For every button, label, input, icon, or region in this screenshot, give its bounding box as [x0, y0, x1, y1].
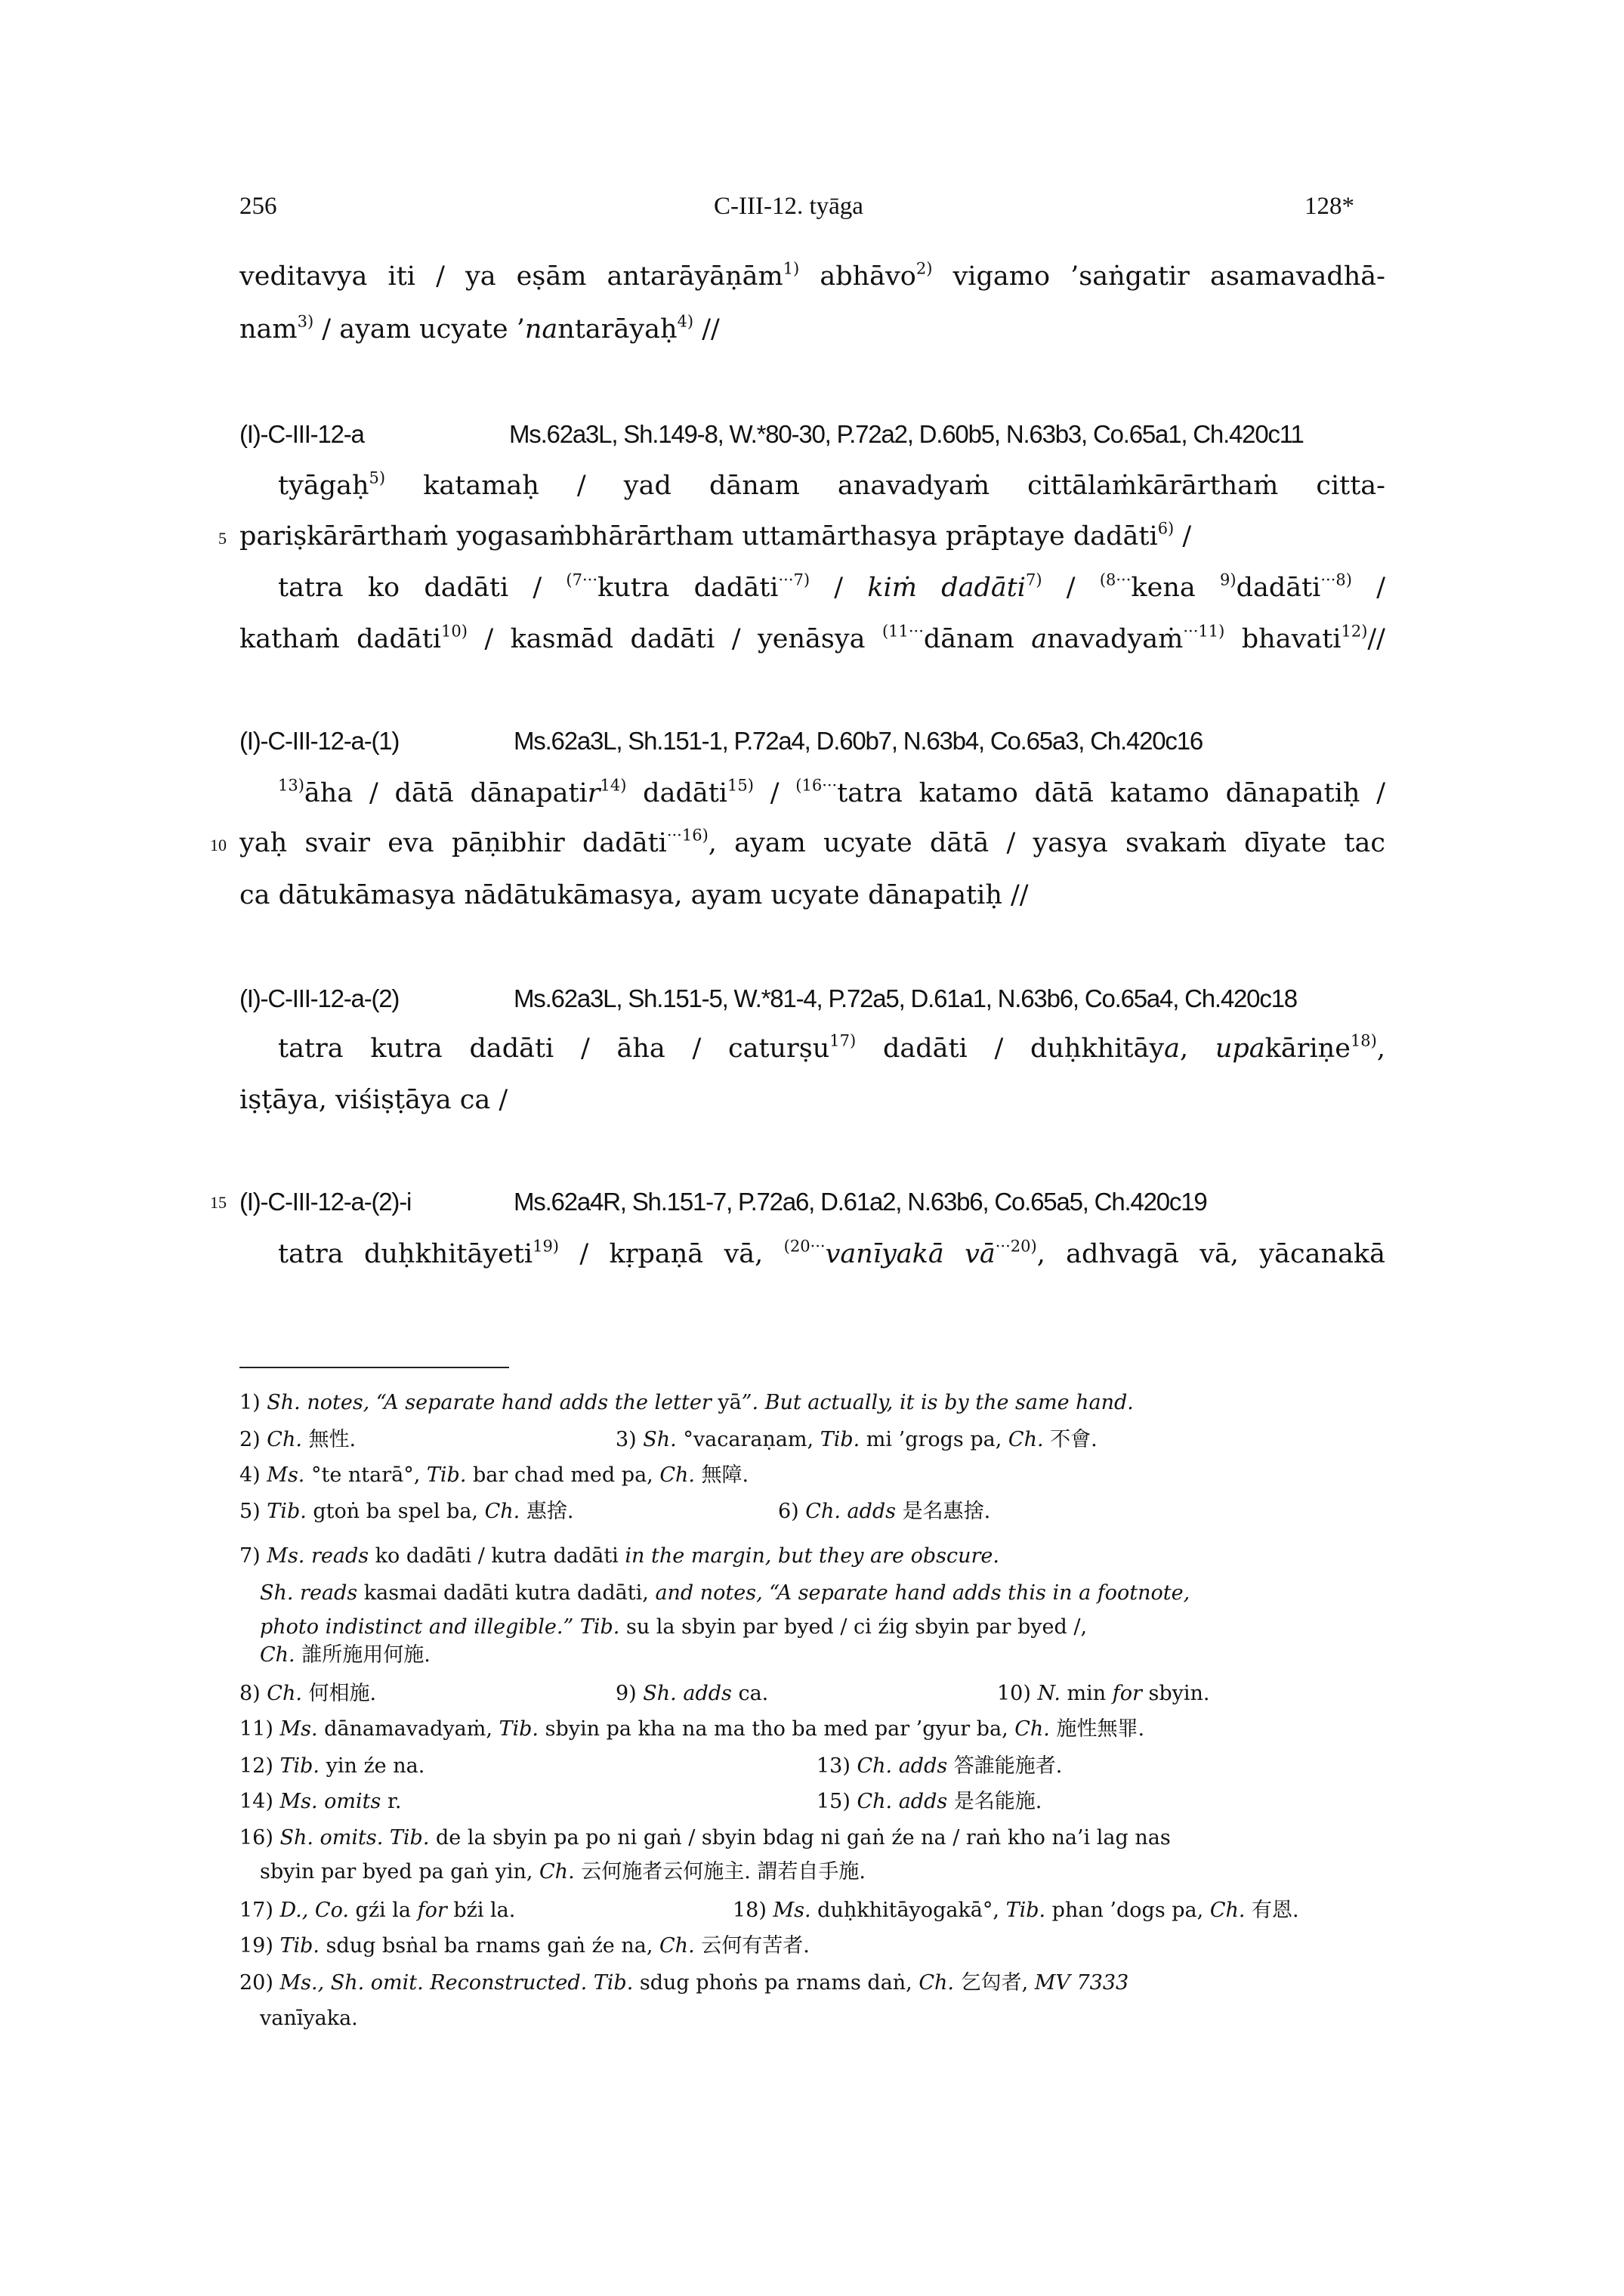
text-run: katamaḥ / yad dānam anavadyaṁ cittālaṁkārārthaṁ citta- [385, 471, 1385, 501]
text-run: 17) [239, 1899, 280, 1922]
text-run: N. [1037, 1682, 1061, 1705]
footnote [239, 1788, 401, 1815]
text-run: and notes, “A separate hand adds this in a footnote, [655, 1581, 1190, 1605]
text-run: 誰所施用何施. [295, 1643, 431, 1667]
text-run: bhavati [1224, 624, 1341, 654]
text-run: Ch. [260, 1643, 295, 1667]
text-run: in the margin, but they are obscure. [625, 1544, 999, 1568]
footnote [239, 1933, 810, 1960]
text-run: dadāti [626, 778, 727, 808]
text-run: Ms. [267, 1463, 305, 1487]
text-run: kathaṁ dadāti [239, 624, 441, 654]
footnote-marker: 9) [1220, 571, 1237, 589]
text-run: tatra kutra dadāti / āha / caturṣu [278, 1034, 830, 1064]
section-references: Ms.62a3L, Sh.151-1, P.72a4, D.60b7, N.63b4, Co.65a3, Ch.420c16 [514, 727, 1203, 755]
footnote-marker: 15) [727, 777, 754, 795]
text-run: 19) [239, 1934, 280, 1958]
footnote-marker: 1) [783, 260, 800, 278]
text-run: a [1164, 1034, 1180, 1064]
footnote [817, 1753, 1062, 1780]
text-run: 無障. [694, 1463, 749, 1487]
text-run: navadyaṁ [1047, 624, 1184, 654]
text-run: dadāti [1236, 573, 1321, 603]
text-run: Ch. [659, 1463, 695, 1487]
footnote [239, 1543, 999, 1570]
text-line [239, 260, 1385, 293]
footnote-marker: ···11) [1183, 623, 1225, 641]
text-run: yin źe na. [320, 1754, 425, 1778]
text-run: upa [1215, 1034, 1265, 1064]
text-line [278, 1238, 1385, 1271]
footnote-marker: ···8) [1320, 571, 1352, 589]
footnote [239, 1680, 376, 1707]
text-run: Sh. [643, 1428, 677, 1451]
text-run: Tib. [426, 1463, 467, 1487]
page-number-right: 128* [1304, 193, 1354, 220]
footnote [260, 1642, 431, 1669]
text-run: 何相施. [301, 1682, 377, 1705]
text-run: āha / dātā dānapati [304, 778, 588, 808]
text-run: / [753, 778, 796, 808]
text-run: vigamo ’saṅgatir asamavadhā- [932, 261, 1385, 292]
page-number-left: 256 [239, 193, 277, 220]
text-run: 云何有苦者. [694, 1934, 810, 1958]
text-run: // [693, 314, 720, 345]
footnote-marker: 3) [297, 312, 314, 331]
text-run: tatra duḥkhitāyeti [278, 1239, 533, 1269]
text-run: 7) [239, 1544, 267, 1568]
footnote [733, 1897, 1299, 1924]
text-run: 有恩. [1245, 1899, 1299, 1922]
text-line [239, 313, 720, 346]
footnote-marker: (11··· [881, 623, 924, 641]
text-run: Tib. [1005, 1899, 1046, 1922]
text-run: Tib. [267, 1500, 307, 1523]
text-run: Ch. [1014, 1717, 1050, 1741]
text-run: 2) [239, 1428, 267, 1451]
text-run: kiṁ dadāti [867, 573, 1026, 603]
text-run: Ch. [267, 1428, 302, 1451]
text-run: mi ’grogs pa, [860, 1428, 1008, 1451]
text-run: Ch. [1209, 1899, 1246, 1922]
footnote [616, 1680, 768, 1707]
text-run: Sh. adds [643, 1682, 732, 1705]
text-run: Sh. notes, “A separate hand adds the letter [267, 1391, 718, 1414]
text-line [239, 520, 1191, 553]
text-run: sdug bsṅal ba rnams gaṅ źe na, [320, 1934, 660, 1958]
footnote-marker: 14) [600, 777, 627, 795]
footnote-marker: ···20) [995, 1238, 1037, 1256]
text-run: a [1031, 624, 1048, 654]
text-run: Tib. [499, 1717, 539, 1741]
text-run: 是名能施. [947, 1790, 1042, 1813]
text-run: ”. But actually, it is by the same hand. [741, 1391, 1134, 1414]
section-references: Ms.62a3L, Sh.151-5, W.*81-4, P.72a5, D.61a1, N.63b6, Co.65a4, Ch.420c18 [514, 984, 1297, 1012]
text-run: for [1112, 1682, 1142, 1705]
text-run: kutra dadāti [597, 573, 779, 603]
text-run: Ch. [267, 1682, 302, 1705]
section-label: (I)-C-III-12-a-(2)-i [239, 1188, 412, 1216]
footnote-marker: 4) [677, 312, 694, 331]
text-run: sbyin. [1141, 1682, 1210, 1705]
text-run: 1) [239, 1391, 267, 1414]
text-run: 12) [239, 1754, 280, 1778]
footnote [239, 1970, 1128, 1997]
text-run: Ch. [484, 1500, 520, 1523]
text-run: // [1367, 624, 1385, 654]
text-run: tatra katamo dātā katamo dānapatiḥ / [837, 778, 1385, 808]
text-run: 是名惠捨. [896, 1500, 991, 1523]
footnote [817, 1788, 1042, 1815]
footnote [239, 1716, 1144, 1743]
text-run: / ayam ucyate ’ [313, 314, 525, 345]
text-run: 15) [817, 1790, 857, 1813]
section-heading [239, 419, 1304, 450]
text-run: Sh. omits. Tib. [279, 1826, 430, 1849]
text-run: , [1179, 1034, 1215, 1064]
text-run: 無性. [301, 1428, 357, 1451]
text-run: 6) [778, 1500, 806, 1523]
text-run: phan ’dogs pa, [1045, 1899, 1210, 1922]
text-run: dānam [923, 624, 1032, 654]
footnote-marker: 13) [278, 777, 304, 795]
text-run: 20) [239, 1971, 280, 1995]
footnote-marker: ···7) [778, 571, 810, 589]
text-run: 9) [616, 1682, 644, 1705]
text-run: , [1376, 1034, 1385, 1064]
text-run: Tib. [279, 1934, 320, 1958]
line-number: 15 [210, 1193, 227, 1212]
footnote [260, 2005, 358, 2032]
section-heading [239, 726, 1203, 756]
text-run: 5) [239, 1500, 267, 1523]
text-run: ca. [731, 1682, 769, 1705]
text-line [239, 623, 1385, 656]
text-run: 14) [239, 1790, 280, 1813]
footnote-marker: 10) [440, 623, 468, 641]
text-run: 乞匃者, [954, 1971, 1035, 1995]
text-run: Tib. [820, 1428, 860, 1451]
text-run: kasmai dadāti kutra dadāti, [357, 1581, 656, 1605]
text-run: Ms. [279, 1717, 318, 1741]
text-run: Ch. [919, 1971, 954, 1995]
text-run: / [810, 573, 868, 603]
text-run: Ch. adds [857, 1754, 948, 1778]
text-run: 10) [997, 1682, 1038, 1705]
text-run: 13) [817, 1754, 857, 1778]
line-number: 10 [210, 836, 227, 854]
text-run: ca dātukāmasya nādātukāmasya, ayam ucyate dānapatiḥ // [239, 880, 1029, 910]
footnote [260, 1580, 1190, 1607]
text-line [278, 469, 1385, 502]
text-run: kāriṇe [1264, 1034, 1351, 1064]
footnote-marker: 7) [1025, 571, 1042, 589]
text-run: Ch. [659, 1934, 695, 1958]
text-run: 3) [616, 1428, 644, 1451]
text-run: gtoṅ ba spel ba, [306, 1500, 485, 1523]
text-run: sbyin pa kha na ma tho ba med par ’gyur ba, [539, 1717, 1015, 1741]
text-run: / kṛpaṇā vā, [559, 1239, 784, 1269]
text-run: duḥkhitāyogakā°, [810, 1899, 1006, 1922]
text-run: 4) [239, 1463, 267, 1487]
text-run: abhāvo [799, 261, 916, 292]
section-heading [239, 984, 1297, 1014]
text-run: yā [718, 1391, 742, 1414]
text-line [239, 1083, 508, 1117]
text-run: pariṣkārārthaṁ yogasaṁbhārārtham uttamārthasya prāptaye dadāti [239, 521, 1158, 552]
text-run: 16) [239, 1826, 280, 1849]
text-run: ntarāyaḥ [557, 314, 678, 345]
footnote-marker: (7··· [566, 571, 598, 589]
footnote-marker: 12) [1341, 623, 1368, 641]
text-run: dānamavadyaṁ, [317, 1717, 499, 1741]
text-run: yaḥ svair eva pāṇibhir dadāti [239, 828, 667, 858]
section-heading [239, 1187, 1207, 1217]
text-run: kena [1131, 573, 1220, 603]
text-run: su la sbyin par byed / ci źig sbyin par byed /, [619, 1615, 1088, 1639]
text-run: 答誰能施者. [947, 1754, 1063, 1778]
text-run: Ch. adds [857, 1790, 948, 1813]
text-run: 施性無罪. [1049, 1717, 1145, 1741]
footnote-marker: (8··· [1099, 571, 1132, 589]
footnote-marker: 18) [1350, 1032, 1377, 1050]
footnote [616, 1426, 1098, 1454]
text-line [278, 571, 1385, 604]
footnote-marker: 19) [533, 1238, 559, 1256]
footnote [239, 1389, 1134, 1417]
text-run: vanīyaka. [260, 2007, 358, 2030]
footnote [239, 1753, 425, 1780]
text-run: Ch. [1008, 1428, 1044, 1451]
text-run: de la sbyin pa po ni gaṅ / sbyin bdag ni gaṅ źe na / raṅ kho na’i lag nas [429, 1826, 1171, 1849]
text-run: Ch. [539, 1860, 575, 1883]
footnote [260, 1614, 1087, 1641]
text-run: na [524, 314, 558, 345]
text-run: 11) [239, 1717, 280, 1741]
footnote [239, 1825, 1171, 1852]
footnote-separator [239, 1367, 509, 1368]
text-run: MV 7333 [1034, 1971, 1129, 1995]
text-run: nam [239, 314, 298, 345]
footnote [239, 1897, 515, 1924]
footnote-marker: 17) [829, 1032, 857, 1050]
footnote [239, 1426, 356, 1454]
text-run: sbyin par byed pa gaṅ yin, [260, 1860, 540, 1883]
text-run: r [587, 778, 601, 808]
text-run: , ayam ucyate dātā / yasya svakaṁ dīyate tac [708, 828, 1385, 858]
footnote-marker: (16··· [795, 777, 838, 795]
footnote [239, 1462, 749, 1489]
text-line [239, 827, 1385, 860]
text-run: / [1042, 573, 1100, 603]
text-run: Ms. [773, 1899, 811, 1922]
footnote-marker: (20··· [783, 1238, 826, 1256]
text-run: for [417, 1899, 447, 1922]
footnote-marker: 6) [1157, 519, 1175, 538]
text-run: Ms., Sh. omit. Reconstructed. Tib. [279, 1971, 634, 1995]
text-run: 8) [239, 1682, 267, 1705]
footnote [778, 1498, 990, 1525]
text-run: tatra ko dadāti / [278, 573, 567, 603]
text-run: , adhvagā vā, yācanakā [1036, 1239, 1385, 1269]
section-label: (I)-C-III-12-a [239, 420, 364, 448]
text-line [239, 879, 1029, 912]
text-run: r. [381, 1790, 402, 1813]
text-run: veditavya iti / ya eṣām antarāyāṇām [239, 261, 783, 292]
text-run: / [1174, 521, 1192, 552]
text-run: °te ntarā°, [304, 1463, 427, 1487]
text-run: 不會. [1043, 1428, 1098, 1451]
text-run: °vacaraṇam, [676, 1428, 820, 1451]
text-run: sdug phoṅs pa rnams daṅ, [633, 1971, 919, 1995]
text-run: Ch. adds [805, 1500, 897, 1523]
section-label: (I)-C-III-12-a-(1) [239, 727, 400, 755]
footnote-marker: 2) [915, 260, 933, 278]
text-run: ko dadāti / kutra dadāti [369, 1544, 625, 1568]
footnote-marker: 5) [369, 469, 386, 487]
text-run: gźi la [348, 1899, 418, 1922]
running-title: C-III-12. tyāga [714, 193, 863, 220]
text-run: Sh. reads [260, 1581, 358, 1605]
text-run: Ms. reads [267, 1544, 369, 1568]
text-run: photo indistinct and illegible.” Tib. [260, 1615, 620, 1639]
footnote [260, 1859, 866, 1886]
footnote [997, 1680, 1210, 1707]
footnote-marker: ···16) [666, 827, 709, 845]
text-run: D., Co. [279, 1899, 349, 1922]
text-run: 惠捨. [520, 1500, 574, 1523]
footnote [239, 1498, 573, 1525]
text-run: bźi la. [446, 1899, 516, 1922]
text-run: dadāti / duḥkhitāy [856, 1034, 1165, 1064]
text-line [278, 777, 1385, 810]
text-run: Tib. [279, 1754, 320, 1778]
text-line [278, 1032, 1385, 1065]
text-run: 云何施者云何施主. 謂若自手施. [574, 1860, 866, 1883]
text-run: tyāgaḥ [278, 471, 369, 501]
text-run: 18) [733, 1899, 773, 1922]
text-run: / kasmād dadāti / yenāsya [467, 624, 882, 654]
text-run: vanīyakā vā [825, 1239, 996, 1269]
text-run: / [1351, 573, 1385, 603]
line-number: 5 [218, 529, 227, 548]
text-run: Ms. omits [279, 1790, 381, 1813]
text-run: min [1060, 1682, 1113, 1705]
text-run: iṣṭāya, viśiṣṭāya ca / [239, 1085, 508, 1115]
text-run: bar chad med pa, [466, 1463, 660, 1487]
section-references: Ms.62a3L, Sh.149-8, W.*80-30, P.72a2, D.60b5, N.63b3, Co.65a1, Ch.420c11 [509, 420, 1304, 448]
section-label: (I)-C-III-12-a-(2) [239, 984, 400, 1012]
section-references: Ms.62a4R, Sh.151-7, P.72a6, D.61a2, N.63b6, Co.65a5, Ch.420c19 [514, 1188, 1207, 1216]
